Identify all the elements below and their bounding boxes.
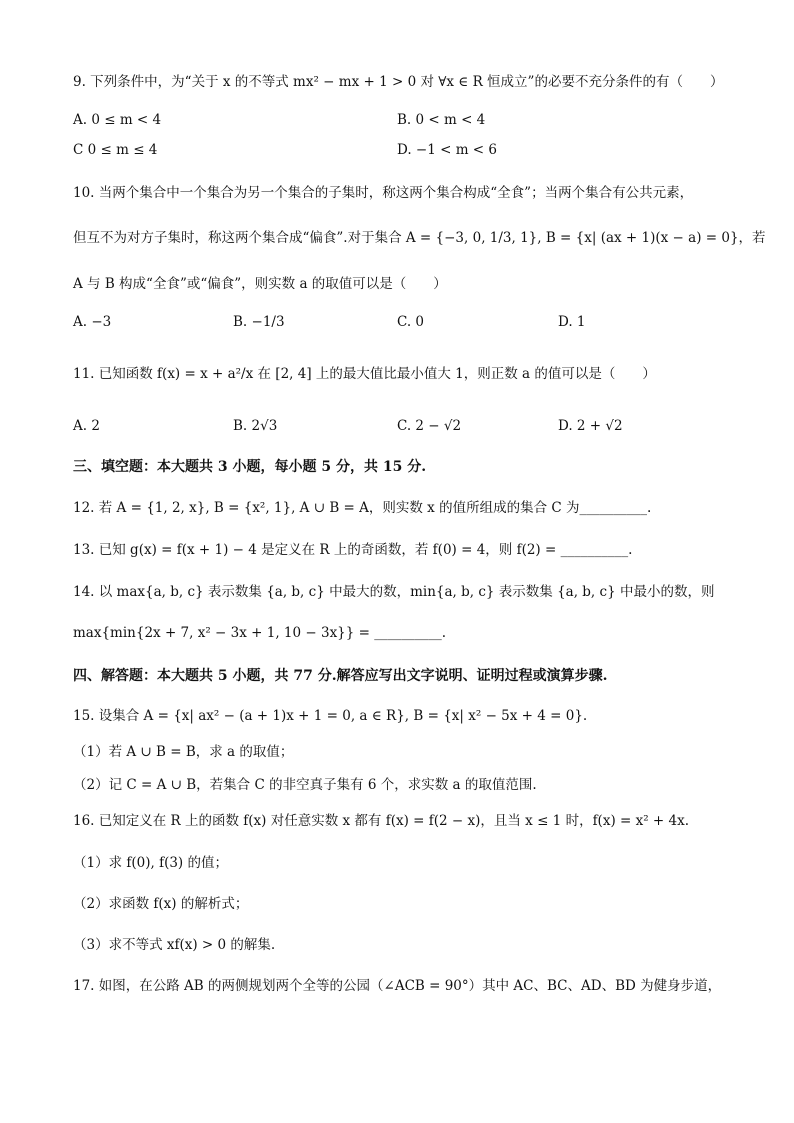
question-14-line-2: max{min{2x + 7, x² − 3x + 1, 10 − 3x}} = __________. bbox=[73, 625, 447, 641]
question-9-option-d: D. −1 < m < 6 bbox=[397, 142, 498, 158]
question-15-stem: 15. 设集合 A = {x| ax² − (a + 1)x + 1 = 0, a ∈ R}, B = {x| x² − 5x + 4 = 0}. bbox=[73, 708, 588, 724]
question-15-part-2: （2）记 C = A ∪ B，若集合 C 的非空真子集有 6 个，求实数 a 的取值范围. bbox=[73, 777, 537, 793]
question-16-part-1: （1）求 f(0), f(3) 的值； bbox=[73, 855, 228, 871]
question-9-option-a: A. 0 ≤ m < 4 bbox=[73, 112, 162, 128]
question-11-option-b: B. 2√3 bbox=[233, 418, 278, 434]
question-9-stem: 9. 下列条件中，为“关于 x 的不等式 mx² − mx + 1 > 0 对 ∀x ∈ R 恒成立”的必要不充分条件的有（ ） bbox=[73, 74, 724, 90]
question-10-option-b: B. −1/3 bbox=[233, 314, 285, 330]
question-16-stem: 16. 已知定义在 R 上的函数 f(x) 对任意实数 x 都有 f(x) = f(2 − x)，且当 x ≤ 1 时，f(x) = x² + 4x. bbox=[73, 813, 690, 829]
question-14-line-1: 14. 以 max{a, b, c} 表示数集 {a, b, c} 中最大的数，min{a, b, c} 表示数集 {a, b, c} 中最小的数，则 bbox=[73, 584, 715, 600]
question-16-part-2: （2）求函数 f(x) 的解析式； bbox=[73, 896, 249, 912]
section-3-heading: 三、填空题：本大题共 3 小题，每小题 5 分，共 15 分. bbox=[73, 459, 427, 475]
question-9-option-c: C 0 ≤ m ≤ 4 bbox=[73, 142, 158, 158]
question-10-option-d: D. 1 bbox=[558, 314, 586, 330]
question-10-line-1: 10. 当两个集合中一个集合为另一个集合的子集时，称这两个集合构成“全食”；当两个集合有公共元素， bbox=[73, 185, 694, 201]
question-9-option-b: B. 0 < m < 4 bbox=[397, 112, 486, 128]
question-10-line-2: 但互不为对方子集时，称这两个集合成“偏食”.对于集合 A = {−3, 0, 1/3, 1}, B = {x| (ax + 1)(x − a) = 0}，若 bbox=[73, 230, 766, 246]
question-10-line-3: A 与 B 构成“全食”或“偏食”，则实数 a 的取值可以是（ ） bbox=[73, 276, 447, 292]
question-10-option-c: C. 0 bbox=[397, 314, 425, 330]
question-13: 13. 已知 g(x) = f(x + 1) − 4 是定义在 R 上的奇函数，若 f(0) = 4，则 f(2) = __________. bbox=[73, 542, 633, 558]
question-11-option-c: C. 2 − √2 bbox=[397, 418, 462, 434]
question-11-option-a: A. 2 bbox=[73, 418, 100, 434]
question-17: 17. 如图，在公路 AB 的两侧规划两个全等的公园（∠ACB = 90°）其中 AC、BC、AD、BD 为健身步道， bbox=[73, 978, 722, 994]
question-10-option-a: A. −3 bbox=[73, 314, 112, 330]
question-11-stem: 11. 已知函数 f(x) = x + a²/x 在 [2, 4] 上的最大值比最小值大 1，则正数 a 的值可以是（ ） bbox=[73, 366, 656, 382]
question-15-part-1: （1）若 A ∪ B = B，求 a 的取值； bbox=[73, 744, 294, 760]
section-4-heading: 四、解答题：本大题共 5 小题，共 77 分.解答应写出文字说明、证明过程或演算步骤. bbox=[73, 668, 608, 684]
question-12: 12. 若 A = {1, 2, x}, B = {x², 1}, A ∪ B = A，则实数 x 的值所组成的集合 C 为__________. bbox=[73, 500, 652, 516]
question-16-part-3: （3）求不等式 xf(x) > 0 的解集. bbox=[73, 937, 276, 953]
question-11-option-d: D. 2 + √2 bbox=[558, 418, 623, 434]
